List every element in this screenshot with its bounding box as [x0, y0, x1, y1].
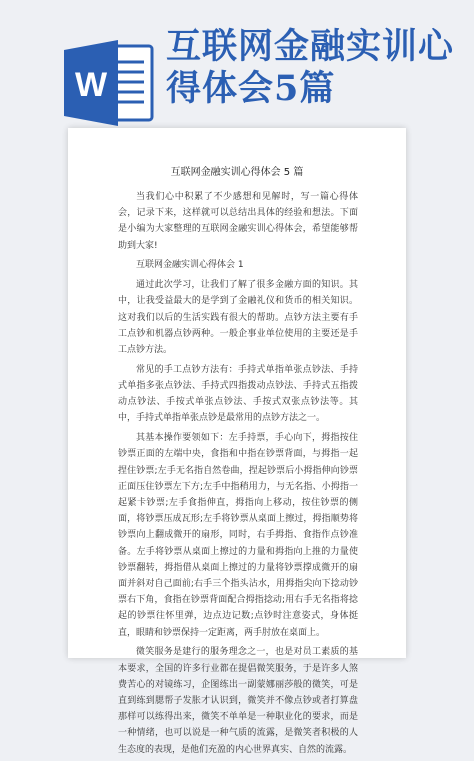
section-heading: 互联网金融实训心得体会 1 — [136, 260, 244, 271]
intro-paragraph: 当我们心中积累了不少感想和见解时，写一篇心得体会，记录下来，这样就可以总结出具体的经验和想法。下面是小编为大家整理的互联网金融实训心得体会，希望能够帮助到大家! — [118, 192, 358, 251]
body-paragraph: 常见的手工点钞方法有：手持式单指单张点钞法、手持式单指多张点钞法、手持式四指拨动点钞法、手持式五指拨动点钞法、手按式单张点钞法、手按式双张点钞法等。其中，手持式单指单张点钞是最常用的点钞方法之一。 — [118, 364, 358, 424]
word-logo-letter: W — [74, 66, 108, 104]
body-paragraph: 微笑服务是建行的服务理念之一，也是对员工素质的基本要求，全国的许多行业都在提倡微笑服务，于是许多人煞费苦心的对镜练习，企图练出一副蒙娜丽莎般的微笑，可是直到练到腮帮子发胀才认识到，微笑并不像点钞或者打算盘那样可以练得出来，微笑不单单是一种职业化的要求，而是一种情绪，也可以说是一种气质的流露，是微笑者积极的人生态度的表现，是他们充盈的内心世界真实、自然的流露。 — [118, 647, 358, 755]
banner-title: 互联网金融实训心得体会5篇 — [166, 26, 455, 109]
body-paragraph: 其基本操作要领如下：左手持票，手心向下，拇指按住钞票正面的左端中央，食指和中指在钞票背面，与拇指一起捏住钞票;左手无名指自然卷曲，捏起钞票后小拇指伸向钞票正面压住钞票左下方;左手中指稍用力，与无名指、小拇指一起紧卡钞票;左手食指伸直，拇指向上移动，按住钞票的侧面，将钞票压成瓦形;左手将钞票从桌面上擦过，拇指顺势将钞票向上翻成微开的扇形，同时，右手拇指、食指作点钞准备。左手将钞票从桌面上擦过的力量和拇指向上推的力量使钞票翻转，拇指借从桌面上擦过的力量将钞票撑成微开的扇面并斜对自己面前;右手三个指头沾水，用拇指尖向下捻动钞票右下角，食指在钞票背面配合拇指捻动;用右手无名指将捻起的钞票往怀里弹，边点边记数;点钞时注意姿式，身体挺直，眼睛和钞票保持一定距离，两手肘放在桌面上。 — [118, 433, 358, 638]
document-title: 互联网金融实训心得体会 5 篇 — [170, 167, 304, 178]
document-body — [118, 189, 358, 761]
body-paragraph: 通过此次学习，让我们了解了很多金融方面的知识。其中，让我受益最大的是学到了金融礼仪和货币的相关知识。这对我们以后的生活实践有很大的帮助。点钞方法主要有手工点钞和机器点钞两种。一般企事业单位使用的主要还是手工点钞方法。 — [118, 280, 358, 356]
document-page — [68, 128, 406, 755]
word-document-icon — [62, 38, 158, 128]
